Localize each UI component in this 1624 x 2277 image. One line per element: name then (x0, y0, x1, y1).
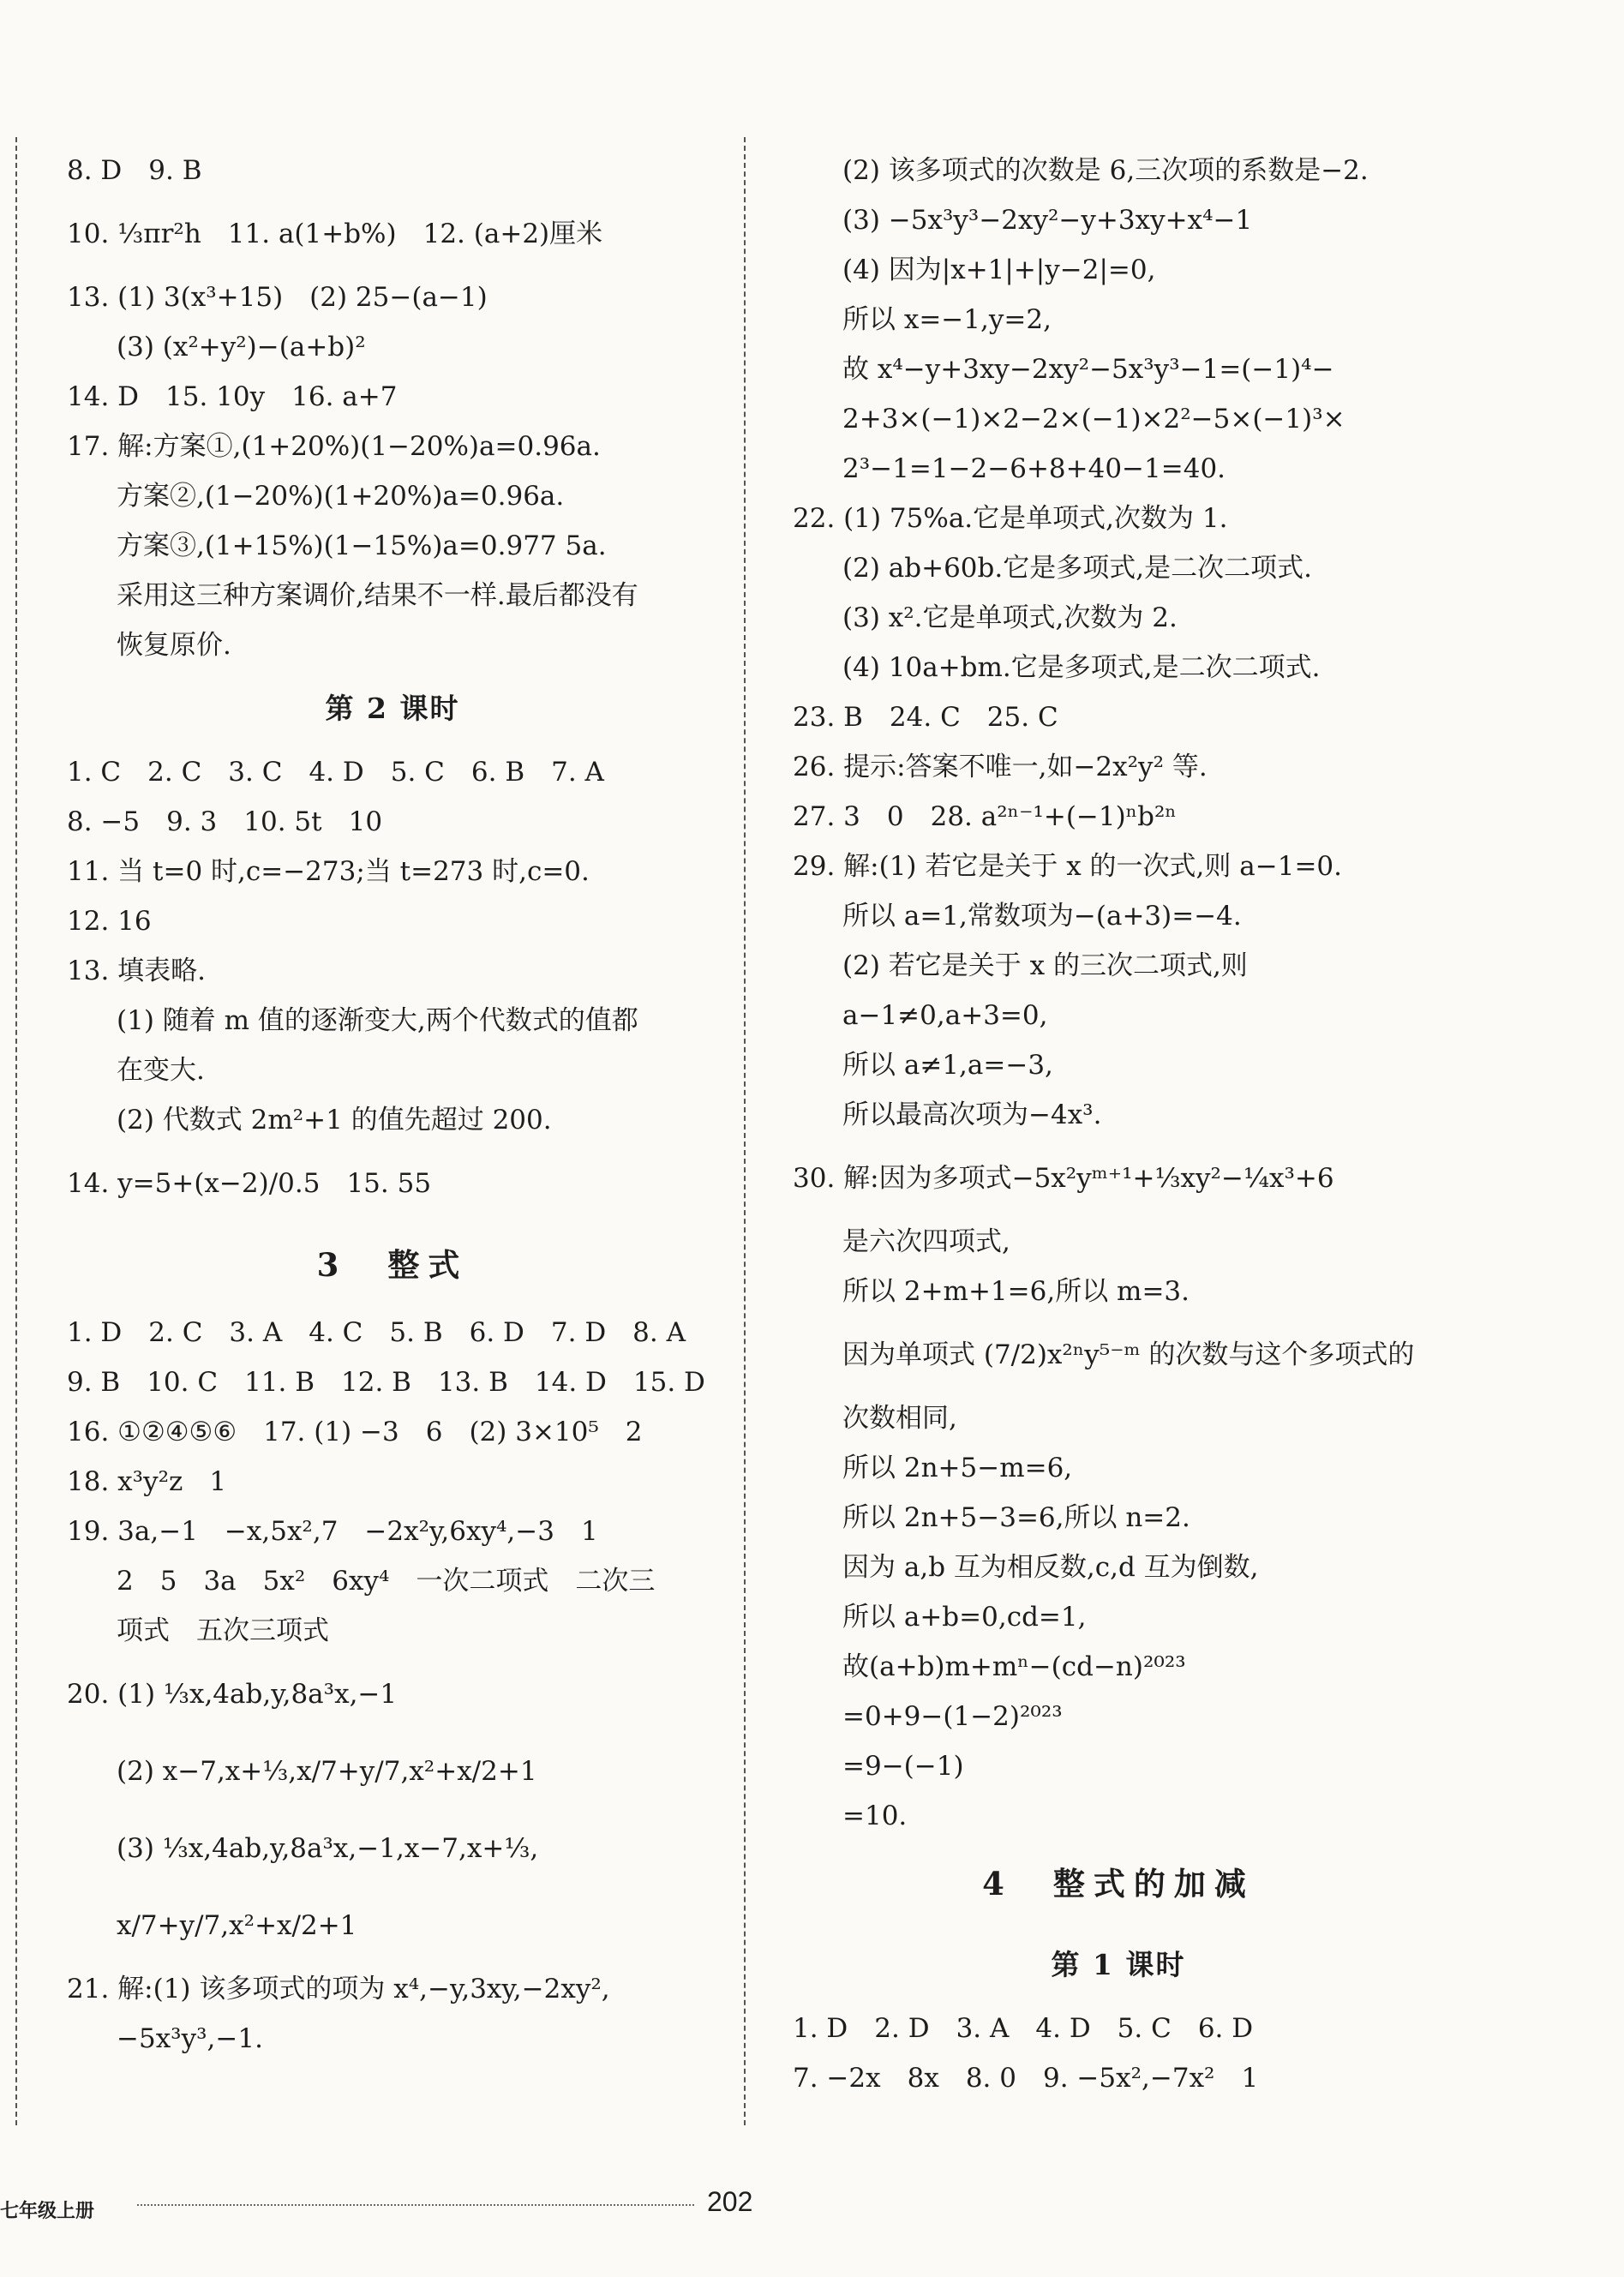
binding-cut-line-middle (744, 137, 746, 2125)
answer-line: 13. 填表略. (67, 956, 207, 986)
answer-column-right (793, 146, 1444, 2103)
answer-line: =0+9−(1−2)²⁰²³ (842, 1701, 1063, 1732)
section-heading: 4 整式的加减 (982, 1865, 1255, 1902)
answer-line: =9−(−1) (842, 1751, 964, 1782)
answer-line: 19. 3a,−1 −x,5x²,7 −2x²y,6xy⁴,−3 1 (67, 1516, 598, 1547)
section-heading: 3 整式 (316, 1246, 469, 1284)
answer-line: 2³−1=1−2−6+8+40−1=40. (842, 453, 1226, 484)
answer-line: 14. y=5+(x−2)/0.5 15. 55 (67, 1168, 432, 1199)
answer-line: 1. C 2. C 3. C 4. D 5. C 6. B 7. A (67, 757, 604, 788)
answer-line: 所以 x=−1,y=2, (842, 304, 1052, 335)
answer-line: 故 x⁴−y+3xy−2xy²−5x³y³−1=(−1)⁴− (842, 354, 1334, 385)
answer-line: a−1≠0,a+3=0, (842, 1000, 1048, 1031)
answer-line: 23. B 24. C 25. C (793, 702, 1058, 733)
answer-line: 22. (1) 75%a.它是单项式,次数为 1. (793, 503, 1228, 534)
answer-line: 故(a+b)m+mⁿ−(cd−n)²⁰²³ (842, 1651, 1186, 1682)
answer-column-left (67, 146, 718, 2064)
answer-line: 1. D 2. C 3. A 4. C 5. B 6. D 7. D 8. A (67, 1317, 686, 1348)
answer-line: 因为单项式 (7/2)x²ⁿy⁵⁻ᵐ 的次数与这个多项式的 (842, 1339, 1415, 1370)
answer-line: 所以 a≠1,a=−3, (842, 1050, 1053, 1081)
answer-line: 10. ⅓πr²h 11. a(1+b%) 12. (a+2)厘米 (67, 219, 603, 249)
section-heading: 第 1 课时 (1051, 1948, 1186, 1981)
answer-line: =10. (842, 1801, 908, 1831)
answer-line: (3) x².它是单项式,次数为 2. (842, 602, 1178, 633)
answer-line: 2 5 3a 5x² 6xy⁴ 一次二项式 二次三 (117, 1566, 656, 1597)
answer-line: 方案②,(1−20%)(1+20%)a=0.96a. (117, 481, 565, 512)
answer-line: 恢复原价. (117, 630, 231, 661)
answer-line: 8. −5 9. 3 10. 5t 10 (67, 806, 383, 837)
answer-line: 所以最高次项为−4x³. (842, 1100, 1102, 1130)
answer-line: 因为 a,b 互为相反数,c,d 互为倒数, (842, 1552, 1259, 1583)
answer-line: 27. 3 0 28. a²ⁿ⁻¹+(−1)ⁿb²ⁿ (793, 801, 1177, 832)
page-footer (0, 2177, 1624, 2228)
answer-line: (2) 代数式 2m²+1 的值先超过 200. (117, 1105, 552, 1136)
answer-line: (3) (x²+y²)−(a+b)² (117, 332, 366, 363)
answer-line: (2) 若它是关于 x 的三次二项式,则 (842, 950, 1248, 981)
answer-line: (2) x−7,x+⅓,x/7+y/7,x²+x/2+1 (117, 1756, 537, 1787)
answer-line: 次数相同, (842, 1403, 957, 1434)
answer-line: 13. (1) 3(x³+15) (2) 25−(a−1) (67, 282, 488, 313)
answer-line: 16. ①②④⑤⑥ 17. (1) −3 6 (2) 3×10⁵ 2 (67, 1417, 643, 1447)
section-heading: 第 2 课时 (325, 692, 460, 725)
answer-line: 8. D 9. B (67, 155, 202, 186)
answer-line: 项式 五次三项式 (117, 1615, 329, 1646)
page-number: 202 (707, 2186, 753, 2217)
grade-label: 七年级上册 (0, 2201, 95, 2222)
answer-line: 29. 解:(1) 若它是关于 x 的一次式,则 a−1=0. (793, 851, 1342, 882)
answer-line: 方案③,(1+15%)(1−15%)a=0.977 5a. (117, 530, 607, 561)
answer-line: 2+3×(−1)×2−2×(−1)×2²−5×(−1)³× (842, 404, 1345, 434)
answer-line: 所以 a=1,常数项为−(a+3)=−4. (842, 901, 1242, 932)
answer-line: 11. 当 t=0 时,c=−273;当 t=273 时,c=0. (67, 856, 590, 887)
answer-line: (1) 随着 m 值的逐渐变大,两个代数式的值都 (117, 1005, 638, 1036)
answer-line: (4) 10a+bm.它是多项式,是二次二项式. (842, 652, 1321, 683)
answer-line: 所以 2n+5−m=6, (842, 1453, 1073, 1483)
answer-line: (2) ab+60b.它是多项式,是二次二项式. (842, 553, 1312, 584)
binding-cut-line-left (15, 137, 17, 2125)
answer-line: −5x³y³,−1. (117, 2023, 263, 2054)
answer-line: 1. D 2. D 3. A 4. D 5. C 6. D (793, 2013, 1254, 2044)
answer-line: (3) ⅓x,4ab,y,8a³x,−1,x−7,x+⅓, (117, 1833, 539, 1864)
answer-line: 所以 2+m+1=6,所以 m=3. (842, 1276, 1190, 1307)
answer-line: 12. 16 (67, 906, 152, 937)
answer-line: 30. 解:因为多项式−5x²yᵐ⁺¹+⅓xy²−¼x³+6 (793, 1163, 1334, 1194)
answer-line: 18. x³y²z 1 (67, 1466, 227, 1497)
answer-line: 所以 a+b=0,cd=1, (842, 1602, 1087, 1633)
answer-line: 17. 解:方案①,(1+20%)(1−20%)a=0.96a. (67, 431, 601, 462)
answer-line: 20. (1) ⅓x,4ab,y,8a³x,−1 (67, 1679, 398, 1710)
answer-line: 21. 解:(1) 该多项式的项为 x⁴,−y,3xy,−2xy², (67, 1974, 610, 2004)
answer-line: 9. B 10. C 11. B 12. B 13. B 14. D 15. D (67, 1367, 705, 1398)
answer-line: 所以 2n+5−3=6,所以 n=2. (842, 1502, 1190, 1533)
answer-line: 在变大. (117, 1055, 205, 1086)
answer-line: 是六次四项式, (842, 1226, 1010, 1257)
answer-line: 14. D 15. 10y 16. a+7 (67, 381, 398, 412)
answer-line: 26. 提示:答案不唯一,如−2x²y² 等. (793, 752, 1208, 782)
answer-line: (2) 该多项式的次数是 6,三次项的系数是−2. (842, 155, 1369, 186)
answer-line: x/7+y/7,x²+x/2+1 (117, 1910, 357, 1941)
footer-dotted-rule (137, 2204, 694, 2206)
answer-line: 采用这三种方案调价,结果不一样.最后都没有 (117, 580, 638, 611)
answer-line: (3) −5x³y³−2xy²−y+3xy+x⁴−1 (842, 205, 1253, 236)
answer-line: (4) 因为|x+1|+|y−2|=0, (842, 255, 1156, 285)
answer-line: 7. −2x 8x 8. 0 9. −5x²,−7x² 1 (793, 2063, 1259, 2094)
